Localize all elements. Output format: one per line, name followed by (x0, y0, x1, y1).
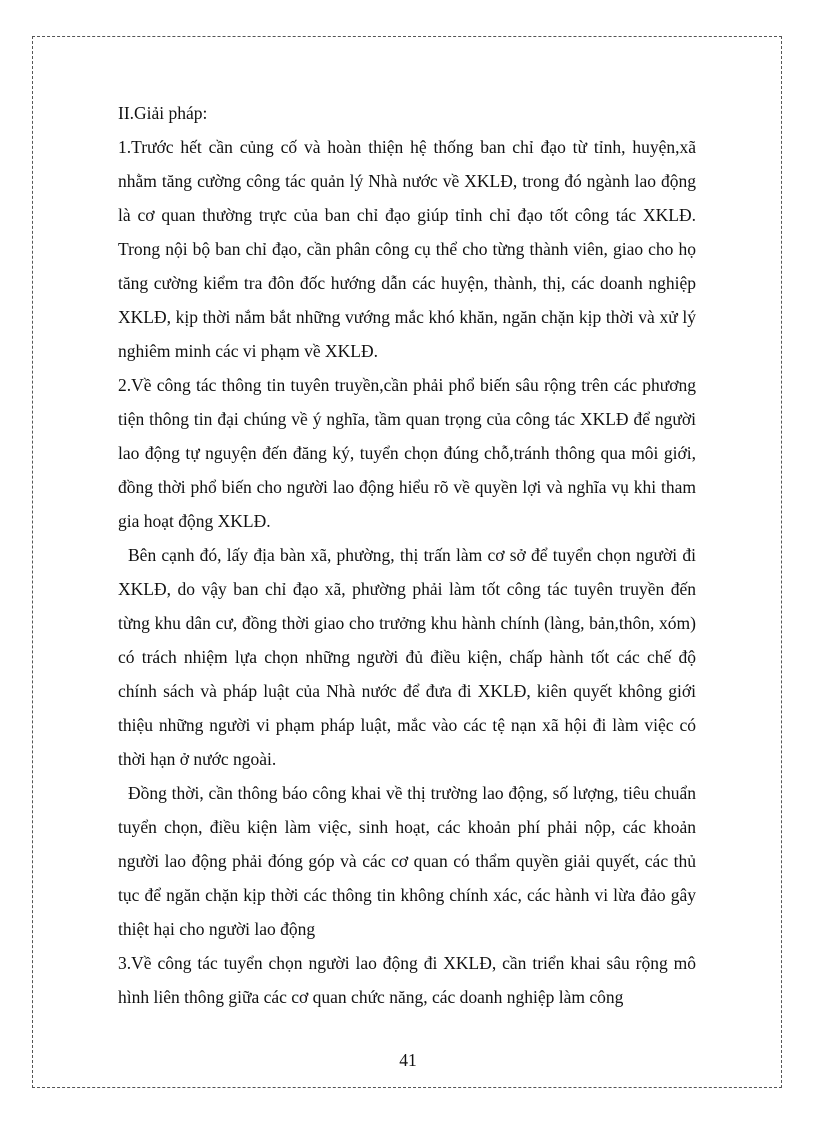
document-body (118, 96, 696, 1014)
paragraph-2: 2.Về công tác thông tin tuyên truyền,cần phải phổ biến sâu rộng trên các phương tiện thông tin đại chúng về ý nghĩa, tầm quan trọng của công tác XKLĐ để người lao động tự nguyện đến đăng ký, tuyển chọn đúng chỗ,tránh thông qua môi giới, đồng thời phổ biến cho người lao động hiểu rõ về quyền lợi và nghĩa vụ khi tham gia hoạt động XKLĐ. (118, 375, 696, 531)
page-number: 41 (399, 1050, 417, 1070)
paragraph-5: 3.Về công tác tuyển chọn người lao động đi XKLĐ, cần triển khai sâu rộng mô hình liên thông giữa các cơ quan chức năng, các doanh nghiệp làm công (118, 953, 696, 1007)
paragraph-1: 1.Trước hết cần củng cố và hoàn thiện hệ thống ban chỉ đạo từ tỉnh, huyện,xã nhằm tăng cường công tác quản lý Nhà nước về XKLĐ, trong đó ngành lao động là cơ quan thường trực của ban chỉ đạo giúp tỉnh chỉ đạo tốt công tác XKLĐ. Trong nội bộ ban chỉ đạo, cần phân công cụ thể cho từng thành viên, giao cho họ tăng cường kiểm tra đôn đốc hướng dẫn các huyện, thành, thị, các doanh nghiệp XKLĐ, kịp thời nắm bắt những vướng mắc khó khăn, ngăn chặn kịp thời và xử lý nghiêm minh các vi phạm về XKLĐ. (118, 137, 696, 361)
paragraph-4: Đồng thời, cần thông báo công khai về thị trường lao động, số lượng, tiêu chuẩn tuyển chọn, điều kiện làm việc, sinh hoạt, các khoản phí phải nộp, các khoản người lao động phải đóng góp và các cơ quan có thẩm quyền giải quyết, các thủ tục để ngăn chặn kịp thời các thông tin không chính xác, các hành vi lừa đảo gây thiệt hại cho người lao động (118, 783, 696, 939)
paragraph-3: Bên cạnh đó, lấy địa bàn xã, phường, thị trấn làm cơ sở để tuyển chọn người đi XKLĐ, do vậy ban chỉ đạo xã, phường phải làm tốt công tác tuyên truyền đến từng khu dân cư, đồng thời giao cho trưởng khu hành chính (làng, bản,thôn, xóm) có trách nhiệm lựa chọn những người đủ điều kiện, chấp hành tốt các chế độ chính sách và pháp luật của Nhà nước để đưa đi XKLĐ, kiên quyết không giới thiệu những người vi phạm pháp luật, mắc vào các tệ nạn xã hội đi làm việc có thời hạn ở nước ngoài. (118, 545, 696, 769)
section-heading: II.Giải pháp: (118, 103, 208, 123)
